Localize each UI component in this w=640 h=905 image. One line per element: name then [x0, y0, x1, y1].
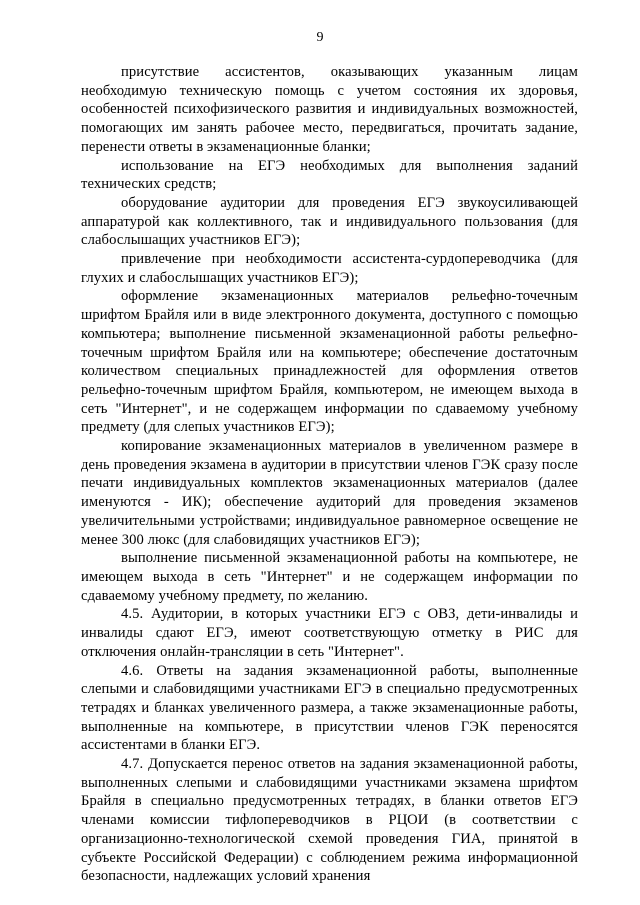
paragraph-sign-interpreter: привлечение при необходимости ассистента-сурдопереводчика (для глухих и слабослышащих участников ЕГЭ);: [81, 251, 578, 286]
paragraph-sound-equipment: оборудование аудитории для проведения ЕГЭ звукоусиливающей аппаратурой как коллективного, так и индивидуального пользования (для слабослышащих участников ЕГЭ);: [81, 194, 578, 249]
paragraph-4-6: 4.6. Ответы на задания экзаменационной работы, выполненные слепыми и слабовидящими участниками ЕГЭ в специально предусмотренных тетрадях и бланках увеличенного размера, а также экзаменационные работы, выполненные на компьютере, в присутствии членов ГЭК переносятся ассистентами в бланки ЕГЭ.: [81, 662, 578, 754]
paragraph-4-7: 4.7. Допускается перенос ответов на задания экзаменационной работы, выполненных слепыми и слабовидящими участниками экзамена шрифтом Брайля в специально предусмотренных тетрадях, в бланки ответов ЕГЭ членами комиссии тифлопереводчиков в РЦОИ (в соответствии с организационно-технологической схемой проведения ГИА, принятой в субъекте Российской Федерации) с соблюдением режима информационной безопасности, надлежащих условий хранения: [81, 756, 578, 885]
paragraph-computer-work: выполнение письменной экзаменационной работы на компьютере, не имеющем выхода в сеть "Интернет" и не содержащем информации по сдаваемому учебному предмету, по желанию.: [81, 550, 578, 604]
paragraph-technical-means: использование на ЕГЭ необходимых для выполнения заданий технических средств;: [81, 157, 578, 193]
document-body: [81, 63, 578, 886]
paragraph-assistants: присутствие ассистентов, оказывающих указанным лицам необходимую техническую помощь с учетом состояния их здоровья, особенностей психофизического развития и индивидуальных возможностей, помогающих им занять рабочее место, передвигаться, прочитать задание, перенести ответы в экзаменационные бланки;: [81, 64, 578, 155]
paragraph-braille: оформление экзаменационных материалов рельефно-точечным шрифтом Брайля или в виде электронного документа, доступного с помощью компьютера; выполнение письменной экзаменационной работы рельефно-точечным шрифтом Брайля или на компьютере; обеспечение достаточным количеством специальных принадлежностей для оформления ответов рельефно-точечным шрифтом Брайля, компьютером, не имеющем выхода в сеть "Интернет", и не содержащем информации по сдаваемому учебному предмету (для слепых участников ЕГЭ);: [81, 288, 578, 436]
page-number: 9: [316, 30, 324, 45]
paragraph-4-5: 4.5. Аудитории, в которых участники ЕГЭ с ОВЗ, дети-инвалиды и инвалиды сдают ЕГЭ, имеют соответствующую отметку в РИС для отключения онлайн-трансляции в сеть "Интернет".: [81, 606, 578, 660]
paragraph-enlarged-copies: копирование экзаменационных материалов в увеличенном размере в день проведения экзамена в аудитории в присутствии членов ГЭК сразу после печати индивидуальных комплектов экзаменационных материалов (далее именуются - ИК); обеспечение аудиторий для проведения экзаменов увеличительными устройствами; индивидуальное равномерное освещение не менее 300 люкс (для слабовидящих участников ЕГЭ);: [81, 438, 578, 548]
